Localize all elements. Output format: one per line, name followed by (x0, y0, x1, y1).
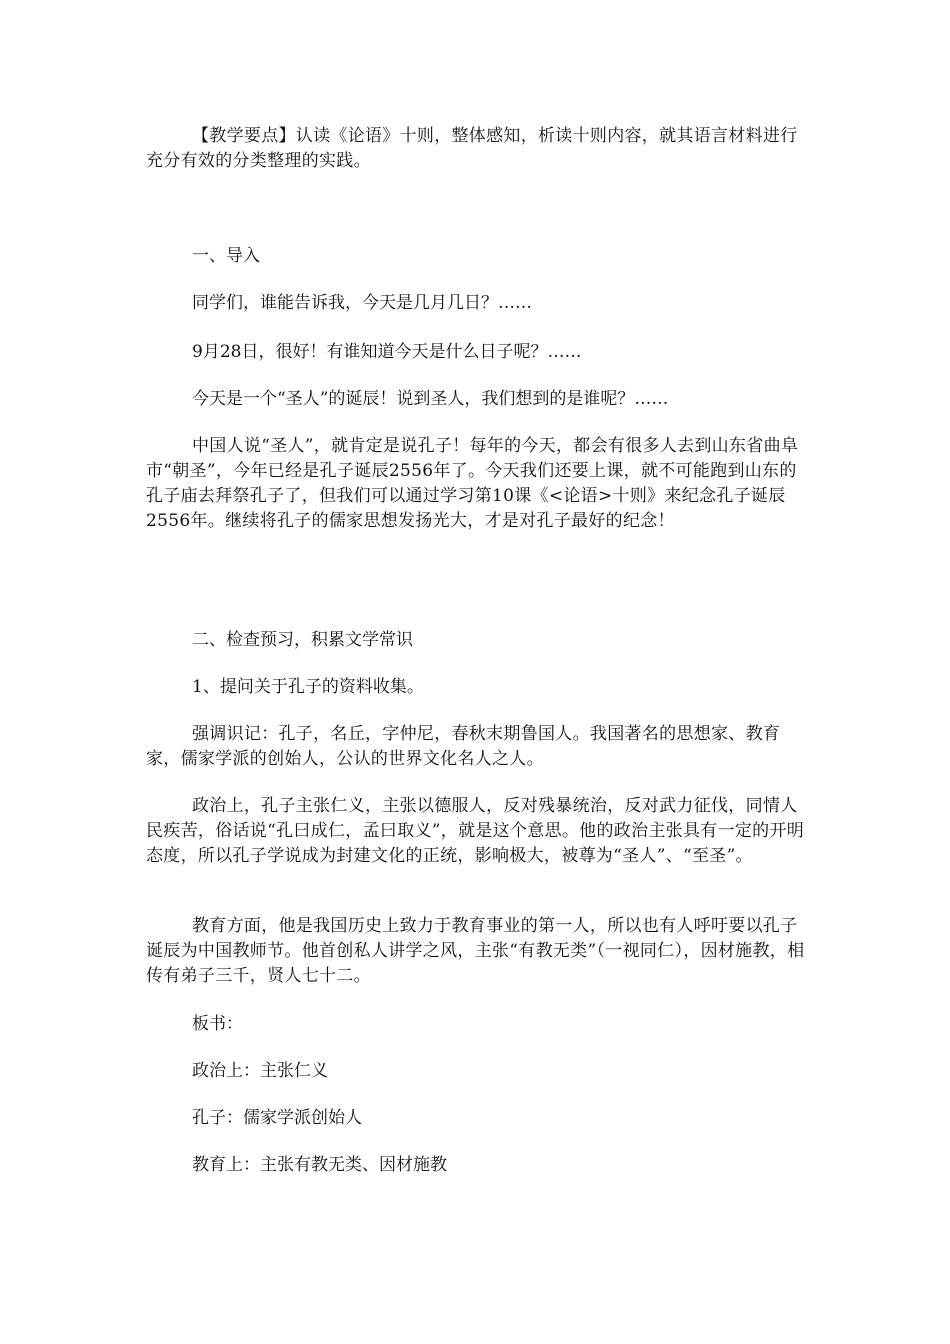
teaching-points-paragraph: 【教学要点】认读《论语》十则，整体感知，析读十则内容，就其语言材料进行充分有效的分类整理的实践。 (146, 126, 798, 171)
preview-paragraph-2: 政治上，孔子主张仁义，主张以德服人，反对残暴统治，反对武力征伐，同情人民疾苦，俗话说“孔曰成仁，孟曰取义”，就是这个意思。他的政治主张具有一定的开明态度，所以孔子学说成为封建文化的正统，影响极大，被尊为“圣人”、“至圣”。 (146, 796, 805, 866)
section-heading-preview: 二、检查预习，积累文学常识 (192, 630, 413, 650)
preview-item-1: 1、提问关于孔子的资料收集。 (192, 677, 424, 697)
board-label: 板书： (192, 1014, 243, 1034)
board-line-3: 教育上：主张有教无类、因材施教 (192, 1155, 447, 1175)
intro-paragraph-2: 9月28日，很好！有谁知道今天是什么日子呢？…… (192, 342, 582, 362)
board-line-2: 孔子：儒家学派创始人 (192, 1108, 362, 1128)
intro-paragraph-4: 中国人说“圣人”，就肯定是说孔子！每年的今天，都会有很多人去到山东省曲阜市“朝圣”，今年已经是孔子诞辰2556年了。今天我们还要上课，就不可能跑到山东的孔子庙去拜祭孔子了，但我们可以通过学习第10课《<论语>十则》来纪念孔子诞辰2556年。继续将孔子的儒家思想发扬光大，才是对孔子最好的纪念！ (146, 436, 799, 531)
section-heading-intro: 一、导入 (192, 246, 260, 266)
preview-paragraph-1: 强调识记：孔子，名丘，字仲尼，春秋末期鲁国人。我国著名的思想家、教育家，儒家学派的创始人，公认的世界文化名人之人。 (146, 724, 781, 769)
board-line-1: 政治上：主张仁义 (192, 1061, 328, 1081)
intro-paragraph-1: 同学们，谁能告诉我，今天是几月几日？…… (192, 293, 532, 313)
intro-paragraph-3: 今天是一个“圣人”的诞辰！说到圣人，我们想到的是谁呢？…… (192, 389, 669, 409)
preview-paragraph-3: 教育方面，他是我国历史上致力于教育事业的第一人，所以也有人呼吁要以孔子诞辰为中国教师节。他首创私人讲学之风，主张“有教无类”（一视同仁），因材施教，相传有弟子三千，贤人七十二。 (146, 916, 805, 986)
